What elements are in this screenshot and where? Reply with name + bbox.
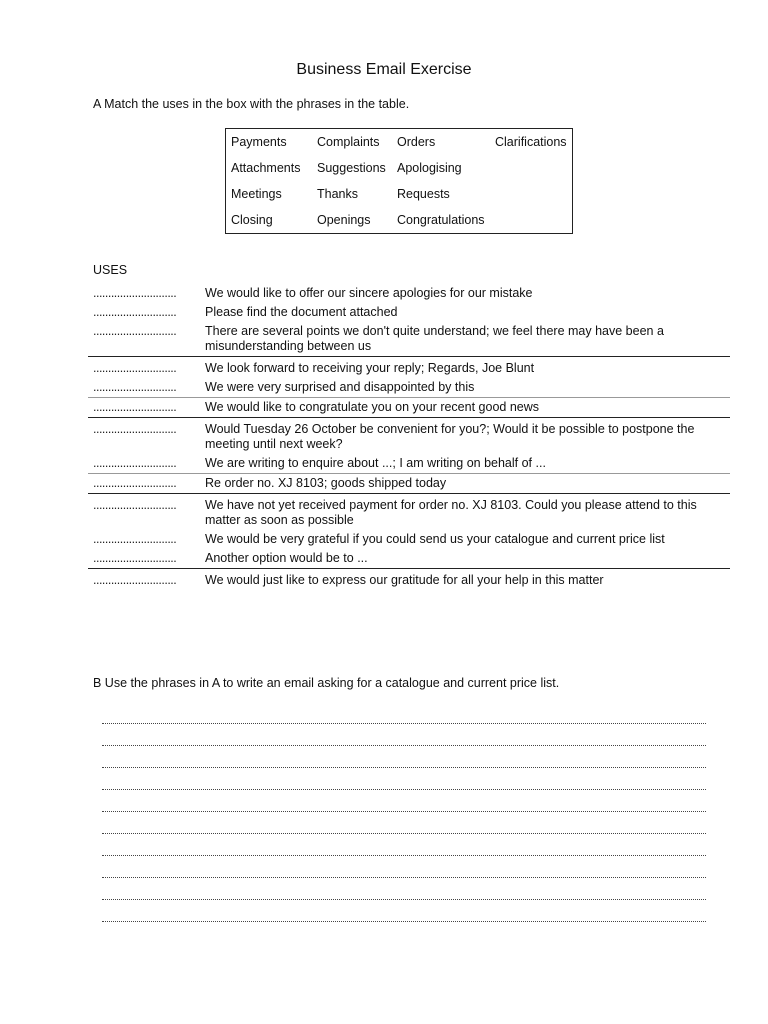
box-cell: Orders bbox=[397, 135, 436, 149]
use-row bbox=[88, 378, 730, 398]
box-cell: Thanks bbox=[317, 187, 358, 201]
email-writing-area[interactable] bbox=[102, 702, 706, 922]
box-cell: Apologising bbox=[397, 161, 462, 175]
use-phrase: We would like to congratulate you on your recent good news bbox=[205, 400, 539, 414]
writing-line[interactable] bbox=[102, 812, 706, 834]
use-row bbox=[88, 549, 730, 569]
use-phrase: We would just like to express our gratitude for all your help in this matter bbox=[205, 573, 604, 587]
box-cell bbox=[490, 207, 573, 234]
use-phrase: There are several points we don't quite understand; we feel there may have been a misunderstanding between us bbox=[205, 324, 664, 353]
use-row bbox=[88, 398, 730, 418]
use-row bbox=[88, 530, 730, 549]
use-phrase: We are writing to enquire about ...; I am writing on behalf of ... bbox=[205, 456, 546, 470]
use-row bbox=[88, 322, 730, 357]
writing-line[interactable] bbox=[102, 900, 706, 922]
use-phrase: Another option would be to ... bbox=[205, 551, 368, 565]
answer-blank[interactable]: ............................ bbox=[93, 573, 177, 587]
answer-blank[interactable]: ............................ bbox=[93, 498, 177, 512]
box-cell: Suggestions bbox=[317, 161, 386, 175]
use-row bbox=[88, 454, 730, 474]
uses-table bbox=[88, 284, 730, 590]
answer-blank[interactable]: ............................ bbox=[93, 476, 177, 490]
writing-line[interactable] bbox=[102, 878, 706, 900]
writing-line[interactable] bbox=[102, 768, 706, 790]
page-title: Business Email Exercise bbox=[296, 61, 472, 78]
use-row bbox=[88, 359, 730, 378]
box-cell: Payments bbox=[231, 135, 287, 149]
instruction-a: A Match the uses in the box with the phrases in the table. bbox=[93, 97, 410, 111]
writing-line[interactable] bbox=[102, 702, 706, 724]
box-cell: Meetings bbox=[231, 187, 282, 201]
use-phrase: We look forward to receiving your reply; Regards, Joe Blunt bbox=[205, 361, 535, 375]
uses-box bbox=[225, 128, 573, 234]
box-row bbox=[226, 181, 573, 207]
writing-line[interactable] bbox=[102, 746, 706, 768]
use-phrase: We would be very grateful if you could send us your catalogue and current price list bbox=[205, 532, 665, 546]
answer-blank[interactable]: ............................ bbox=[93, 361, 177, 375]
answer-blank[interactable]: ............................ bbox=[93, 380, 177, 394]
box-cell bbox=[490, 155, 573, 181]
writing-line[interactable] bbox=[102, 790, 706, 812]
use-phrase: We have not yet received payment for order no. XJ 8103. Could you please attend to this matter as soon as possible bbox=[205, 498, 697, 527]
use-row bbox=[88, 496, 730, 530]
answer-blank[interactable]: ............................ bbox=[93, 324, 177, 338]
use-row bbox=[88, 420, 730, 454]
box-row bbox=[226, 129, 573, 156]
box-row bbox=[226, 155, 573, 181]
use-row bbox=[88, 474, 730, 494]
box-cell: Openings bbox=[317, 213, 371, 227]
answer-blank[interactable]: ............................ bbox=[93, 532, 177, 546]
use-phrase: Would Tuesday 26 October be convenient for you?; Would it be possible to postpone the meeting until next week? bbox=[205, 422, 695, 451]
use-phrase: We were very surprised and disappointed by this bbox=[205, 380, 475, 394]
use-phrase: Re order no. XJ 8103; goods shipped today bbox=[205, 476, 447, 490]
writing-line[interactable] bbox=[102, 856, 706, 878]
use-row bbox=[88, 303, 730, 322]
box-cell: Requests bbox=[397, 187, 450, 201]
box-cell: Attachments bbox=[231, 161, 301, 175]
answer-blank[interactable]: ............................ bbox=[93, 422, 177, 436]
answer-blank[interactable]: ............................ bbox=[93, 305, 177, 319]
box-cell: Closing bbox=[231, 213, 273, 227]
answer-blank[interactable]: ............................ bbox=[93, 400, 177, 414]
answer-blank[interactable]: ............................ bbox=[93, 456, 177, 470]
use-phrase: Please find the document attached bbox=[205, 305, 398, 319]
box-cell: Complaints bbox=[317, 135, 380, 149]
writing-line[interactable] bbox=[102, 834, 706, 856]
box-cell: Clarifications bbox=[495, 135, 567, 149]
use-row bbox=[88, 284, 730, 303]
writing-line[interactable] bbox=[102, 724, 706, 746]
answer-blank[interactable]: ............................ bbox=[93, 551, 177, 565]
use-phrase: We would like to offer our sincere apologies for our mistake bbox=[205, 286, 533, 300]
answer-blank[interactable]: ............................ bbox=[93, 286, 177, 300]
use-row bbox=[88, 571, 730, 590]
box-row bbox=[226, 207, 573, 234]
uses-heading: USES bbox=[93, 263, 128, 277]
box-cell: Congratulations bbox=[397, 213, 485, 227]
instruction-b: B Use the phrases in A to write an email asking for a catalogue and current price list. bbox=[93, 676, 560, 690]
box-cell bbox=[490, 181, 573, 207]
